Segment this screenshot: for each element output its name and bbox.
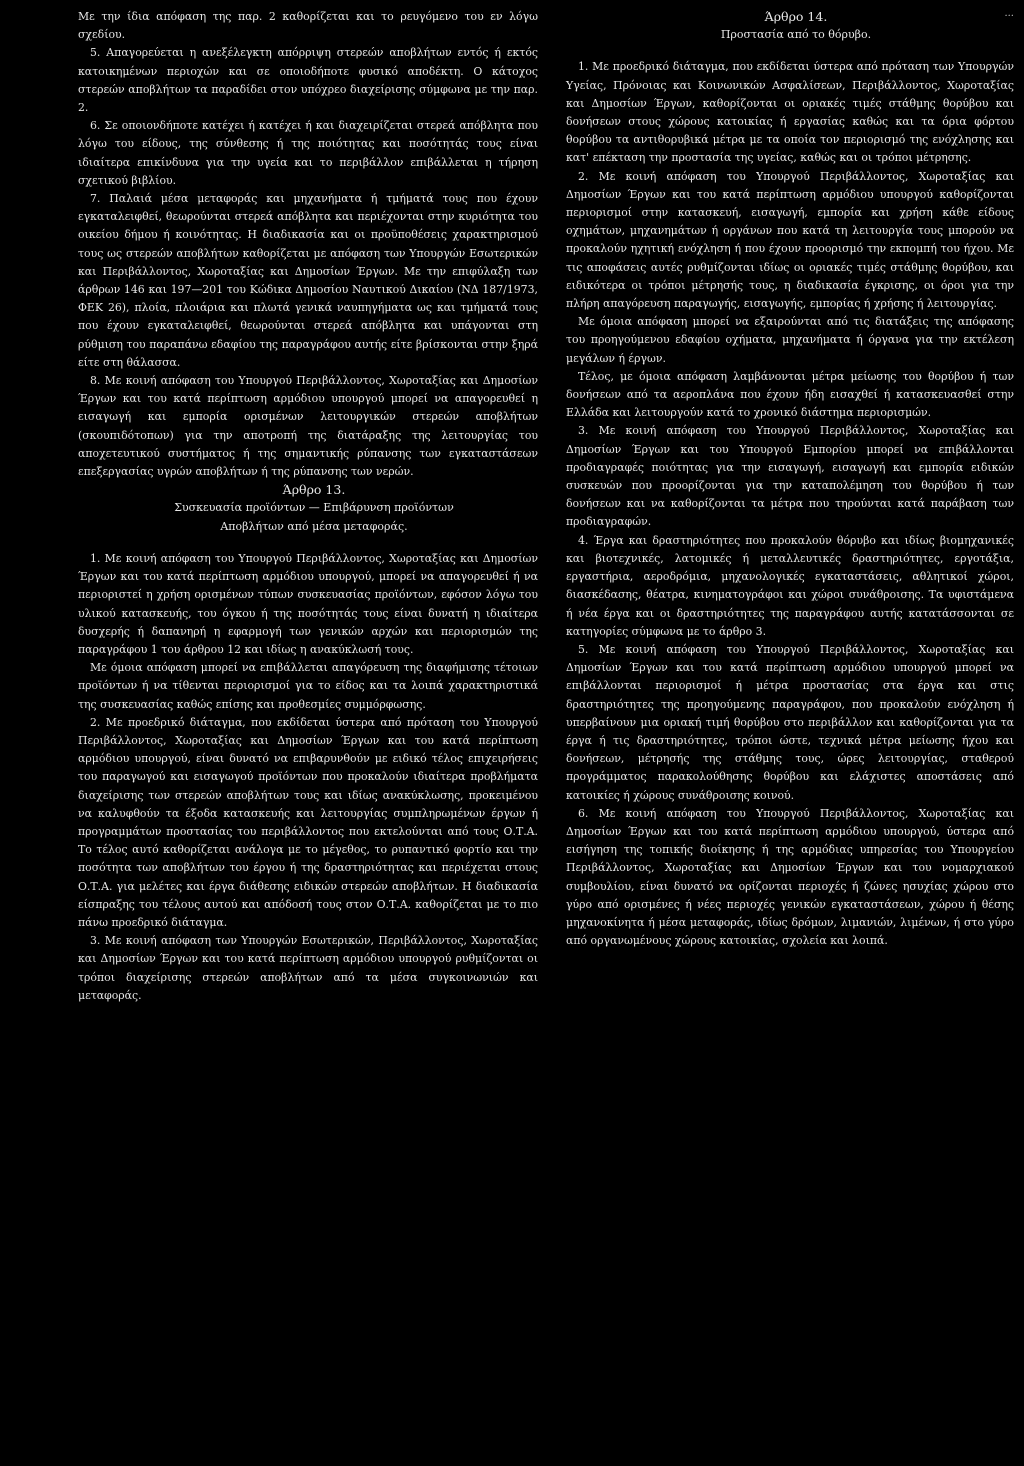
left-column [78,8,538,1005]
article-14-paragraph-5: 5. Με κοινή απόφαση του Υπουργού Περιβάλλοντος, Χωροταξίας και Δημοσίων Έργων και του κατά περίπτωση αρμόδιου υπουργού μπορεί να επιβάλλονται περιορισμοί ή μέτρα προστασίας στα έργα και στις δραστηριότητες της προηγούμενης παραγράφου, που προκαλούν ενόχληση ή υπερβαίνουν μια οριακή τιμή θορύβου στο περιβάλλον και καθορίζονται για τα έργα ή τις δραστηριότητες, τρόποι ώστε, τεχνικά μέτρα μείωσης ήχου και δονήσεων, μέτρησής της στάθμης τους, ώρες λειτουργίας, σταθερού προγράμματος παρακολούθησης θορύβου και ελάχιστες αποστάσεις από κατοικίες ή χώρους συνάθροισης κοινού. [566,642,1014,802]
article-13-subtitle-2: Αποβλήτων από μέσα μεταφοράς. [220,519,408,533]
paragraph-8: 8. Με κοινή απόφαση του Υπουργού Περιβάλλοντος, Χωροταξίας και Δημοσίων Έργων και του κατά περίπτωση αρμόδιου υπουργού μπορεί να απαγορευθεί η εισαγωγή και εμπορία ορισμένων λειτουργικών στερεών αποβλήτων (σκουπιδότοπων) για την αποτροπή της διατάραξης της λειτουργίας του αποχετευτικού συστήματος ή της σημαντικής ρύπανσης των εγκαταστάσεων επεξεργασίας υγρών αποβλήτων ή της ρύπανσης των νερών. [78,374,538,479]
right-column [566,8,1014,950]
article-13-paragraph-1: 1. Με κοινή απόφαση του Υπουργού Περιβάλλοντος, Χωροταξίας και Δημοσίων Έργων και του κατά περίπτωση αρμόδιου υπουργού, μπορεί να απαγορευθεί ή να περιοριστεί η χρήση ορισμένων τύπων συσκευασίας προϊόντων, εφόσον λόγω του υλικού κατασκευής, του όγκου ή της ποσότητάς τους είναι δυνατή η ιδιαίτερα δυσχερής ή δαπανηρή η εφαρμογή των γενικών αρχών και περιορισμών της παραγράφου 1 του άρθρου 12 και ιδίως η ανακύκλωσή τους. [78,551,538,656]
article-13-paragraph-3: 3. Με κοινή απόφαση των Υπουργών Εσωτερικών, Περιβάλλοντος, Χωροταξίας και Δημοσίων Έργων και του κατά περίπτωση αρμόδιου υπουργού ρυθμίζονται οι τρόποι διαχείρισης στερεών αποβλήτων από τα μέσα συγκοινωνιών και μεταφοράς. [78,934,538,1002]
article-14-title: Άρθρο 14. [764,9,828,24]
spacer [566,44,1014,58]
page-mark: ··· [1004,11,1014,22]
article-14-header [566,8,1014,26]
article-14-paragraph-2: 2. Με κοινή απόφαση του Υπουργού Περιβάλλοντος, Χωροταξίας και Δημοσίων Έργων και του κατά περίπτωση αρμόδιου υπουργού καθορίζονται περιορισμοί στην κατασκευή, εισαγωγή, εμπορία και χρήση κάθε είδους οχημάτων, μηχανημάτων ή οργάνων που κατά τη λειτουργία τους μπορούν να προκαλούν ηχητική ενόχληση ή που έχουν προορισμό την εκπομπή του ήχου. Με τις αποφάσεις αυτές ρυθμίζονται ιδίως οι οριακές τιμές στάθμης θορύβου, και ειδικότερα οι τρόποι μέτρησής τους, η διαδικασία έγκρισης, οι όροι για την πλήρη απαγόρευση παραγωγής, εισαγωγής, εμπορίας ή χρήσης ή λειτουργίας. [566,169,1014,311]
article-14-paragraph-2b: Με όμοια απόφαση μπορεί να εξαιρούνται από τις διατάξεις της απόφασης του προηγούμενου εδαφίου οχήματα, μηχανήματα ή όργανα για την εκτέλεση μεγάλων ή έργων. [566,315,1014,365]
intro-paragraph: Με την ίδια απόφαση της παρ. 2 καθορίζεται και το ρευγόμενο του εν λόγω σχεδίου. [78,10,538,42]
article-13-paragraph-2: 2. Με προεδρικό διάταγμα, που εκδίδεται ύστερα από πρόταση του Υπουργού Περιβάλλοντος, Χωροταξίας και Δημοσίων Έργων και του κατά περίπτωση αρμόδιου υπουργού, είναι δυνατό να επιβαρυνθούν με ειδικό τέλος επιχειρήσεις του παραγωγού και εισαγωγού προϊόντων που προκαλούν ιδιαίτερα προβλήματα διαχείρισης των στερεών αποβλήτων τους και ιδίως ανακύκλωσης, προκειμένου να καλυφθούν τα έξοδα κατασκευής και λειτουργίας συμπληρωμένων έργων ή προγραμμάτων προστασίας του περιβάλλοντος που εκτελούνται από τους Ο.Τ.Α. Το τέλος αυτό καθορίζεται ανάλογα με το μέγεθος, το ρυπαντικό φορτίο και την ποσότητα των αποβλήτων του έργου ή της δραστηριότητας και περιέχεται στους Ο.Τ.Α. για μελέτες και έργα διάθεσης ειδικών στερεών αποβλήτων. Η διαδικασία είσπραξης του τέλους αυτού και απόδοσή τους στον Ο.Τ.Α. καθορίζεται με το πιο πάνω προεδρικό διάταγμα. [78,715,538,929]
article-14-paragraph-1: 1. Με προεδρικό διάταγμα, που εκδίδεται ύστερα από πρόταση των Υπουργών Υγείας, Πρόνοιας και Κοινωνικών Ασφαλίσεων, Περιβάλλοντος, Χωροταξίας και Δημοσίων Έργων, καθορίζονται οι οριακές τιμές στάθμης θορύβου και δονήσεων στους χώρους κατοικίας ή εργασίας καθώς και τα όρια φόρτου θορύβου τα αντιθορυβικά μέτρα με τα οποία τον περιορισμό της ενόχλησης και κατ' επέκταση την προστασία της υγείας, καθώς και οι τρόποι μέτρησης. [566,60,1014,165]
article-14-paragraph-4: 4. Έργα και δραστηριότητες που προκαλούν θόρυβο και ιδίως βιομηχανικές και βιοτεχνικές, λατομικές ή μεταλλευτικές δραστηριότητες, εργοτάξια, εργαστήρια, αεροδρόμια, μηχανολογικές εγκαταστάσεις, αθλητικοί χώροι, διασκέδασης, θέατρα, κινηματογράφοι και χώροι συνάθροισης. Τα υφιστάμενα ή νέα έργα και οι δραστηριότητες της παραγράφου αυτής κατατάσσονται σε κατηγορίες σύμφωνα με το άρθρο 3. [566,533,1014,638]
paragraph-6: 6. Σε οποιονδήποτε κατέχει ή κατέχει ή και διαχειρίζεται στερεά απόβλητα που λόγω του είδους, της σύνθεσης ή της ποιότητας και ποσότητάς τους είναι ιδιαίτερα επικίνδυνα για την υγεία και το περιβάλλον επιβάλλεται η τήρηση σχετικού βιβλίου. [78,119,538,187]
article-13-subtitle-1: Συσκευασία προϊόντων — Επιβάρυνση προϊόντων [174,501,454,515]
article-13-paragraph-1b: Με όμοια απόφαση μπορεί να επιβάλλεται απαγόρευση της διαφήμισης τέτοιων προϊόντων ή να τίθενται περιορισμοί για το είδος και τα λοιπά χαρακτηριστικά της συσκευασίας καθώς επίσης και προθεσμίες συμμόρφωσης. [78,661,538,711]
paragraph-5: 5. Απαγορεύεται η ανεξέλεγκτη απόρριψη στερεών αποβλήτων εντός ή εκτός κατοικημένων περιοχών και σε οποιοδήποτε φυσικό αποδέκτη. Ο κάτοχος στερεών αποβλήτων τα παραδίδει στον υπόχρεο διαχείρισης σύμφωνα με την παρ. 2. [78,46,538,115]
spacer [78,536,538,550]
article-13-title: Άρθρο 13. [282,482,346,498]
paragraph-7: 7. Παλαιά μέσα μεταφοράς και μηχανήματα ή τμήματά τους που έχουν εγκαταλειφθεί, θεωρούνται στερεά απόβλητα και περιέχονται στην κυριότητα του οικείου δήμου ή κοινότητας. Η διαδικασία και οι προϋποθέσεις χαρακτηρισμού τους ως στερεών αποβλήτων καθορίζεται με απόφαση των Υπουργών Εσωτερικών και Περιβάλλοντος, Χωροταξίας και Δημοσίων Έργων. Με την επιφύλαξη των άρθρων 146 και 197—201 του Κώδικα Δημοσίου Ναυτικού Δικαίου (ΝΔ 187/1973, ΦΕΚ 26), πλοία, πλοιάρια και πλωτά γενικά ναυπηγήματα ως και τμήματά τους που έχουν εγκαταλειφθεί, θεωρούνται στερεά απόβλητα και υπάγονται στη ρύθμιση του παραπάνω εδαφίου της παραγράφου αυτής είτε βρίσκονται στην ξηρά είτε στη θάλασσα. [78,192,538,369]
article-14-subtitle: Προστασία από το θόρυβο. [720,28,872,42]
article-14-paragraph-3: 3. Με κοινή απόφαση του Υπουργού Περιβάλλοντος, Χωροταξίας και Δημοσίων Έργων και του Υπουργού Εμπορίου μπορεί να επιβάλλονται προδιαγραφές ποιότητας για την εισαγωγή, εισαγωγή και εμπορία ειδικών συσκευών που προορίζονται για την καταπολέμηση του θορύβου ή των δονήσεων και να καθορίζονται τα μέτρα που τηρούνται κατά παράβαση των προδιαγραφών. [566,424,1014,529]
article-14-paragraph-6: 6. Με κοινή απόφαση του Υπουργού Περιβάλλοντος, Χωροταξίας και Δημοσίων Έργων και του κατά περίπτωση αρμόδιου υπουργού, ύστερα από εισήγηση της τοπικής διοίκησης ή της αρμόδιας υπηρεσίας του Υπουργείου Περιβάλλοντος, Χωροταξίας και Δημοσίων Έργων και του νομαρχιακού συμβουλίου, είναι δυνατό να ορίζονται περιοχές ή ζώνες ησυχίας χώρου στο γύρο από ορισμένες ή νέες περιοχές γενικών εγκαταστάσεων, χώρου ή θέσης μηχανοκίνητα ή μέσα μεταφοράς, ιδίως δρόμων, λιμανιών, λιμένων, ή στο γύρο από οργανωμένους χώρους κατοικίας, σχολεία και λοιπά. [566,806,1014,948]
article-14-paragraph-2c: Τέλος, με όμοια απόφαση λαμβάνονται μέτρα μείωσης του θορύβου ή των δονήσεων από τα αεροπλάνα που έχουν ήδη εισαχθεί ή κατασκευασθεί στην Ελλάδα και λειτουργούν κατά το χρονικό διάστημα περιορισμών. [566,369,1014,420]
